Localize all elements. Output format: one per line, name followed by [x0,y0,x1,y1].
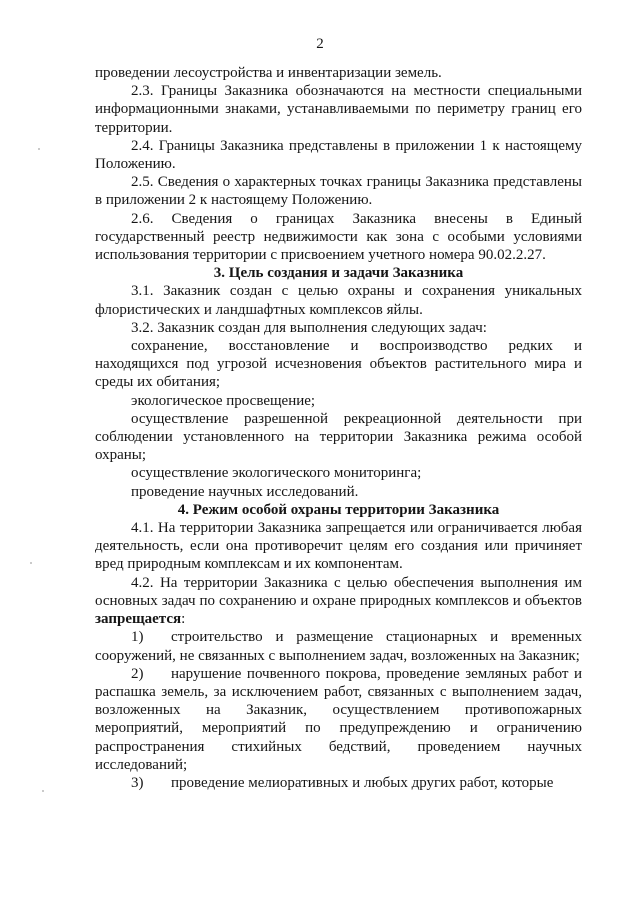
document-body [95,64,582,792]
task-item: осуществление разрешенной рекреационной деятельности при соблюдении установленного на территории Заказника режима особой охраны; [95,410,582,464]
task-item: сохранение, восстановление и воспроизводство редких и находящихся под угрозой исчезновения объектов растительного мира и среды их обитания; [95,338,582,391]
prohibition-item [95,774,582,792]
paragraph-continuation: проведении лесоустройства и инвентаризации земель. [95,65,442,81]
list-text: строительство и размещение стационарных и временных сооружений, не связанных с выполнением задач, возложенных на Заказник; [95,629,582,664]
page-number: 2 [316,36,324,52]
paragraph-4-2-text: 4.2. На территории Заказника с целью обеспечения выполнения им основных задач по сохранению и охране природных комплексов и объектов [95,574,582,609]
prohibition-item [95,628,582,664]
task-item: экологическое просвещение; [131,392,316,409]
paragraph-4-2 [95,574,582,629]
paragraph-4-1: 4.1. На территории Заказника запрещается или ограничивается любая деятельность, если она противоречит целям его создания или причиняет вред природным комплексам и их компонентам. [95,520,582,573]
prohibition-item [95,665,582,774]
paragraph-2-6: 2.6. Сведения о границах Заказника внесены в Единый государственный реестр недвижимости как зона с особыми условиями использования территории с присвоением учетного номера 90.02.2.27. [95,210,582,264]
list-number: 3) [131,774,144,791]
prohibited-emphasis: запрещается [95,611,182,628]
paragraph-2-3: 2.3. Границы Заказника обозначаются на местности специальными информационными знаками, устанавливаемыми по периметру границ его территории. [95,83,582,136]
paragraph-2-5: 2.5. Сведения о характерных точках границы Заказника представлены в приложении 2 к настоящему Положению. [95,174,582,209]
paragraph-4-2-colon: : [181,611,186,628]
task-item: проведение научных исследований. [131,483,359,500]
section-4-heading: 4. Режим особой охраны территории Заказника [177,501,500,518]
section-3-heading: 3. Цель создания и задачи Заказника [213,265,464,282]
list-text: проведение мелиоративных и любых других работ, которые [171,774,554,791]
paragraph-3-2: 3.2. Заказник создан для выполнения следующих задач: [131,319,487,336]
scan-speck [30,562,32,564]
task-item: осуществление экологического мониторинга; [131,465,422,482]
list-number: 1) [131,629,144,646]
paragraph-2-4: 2.4. Границы Заказника представлены в приложении 1 к настоящему Положению. [95,137,582,173]
list-text: нарушение почвенного покрова, проведение земляных работ и распашка земель, за исключением работ, связанных с выполнением задач, возложенных на Заказник, осуществлением противопожарных мероприятий, мероприятий по предупреждению и ограничению распространения стихийных бедствий, проведением научных исследований; [95,665,582,773]
scan-speck [38,148,40,150]
scan-speck [42,790,44,792]
paragraph-3-1: 3.1. Заказник создан с целью охраны и сохранения уникальных флористических и ландшафтных комплексов яйлы. [95,283,582,318]
list-number: 2) [131,665,144,682]
